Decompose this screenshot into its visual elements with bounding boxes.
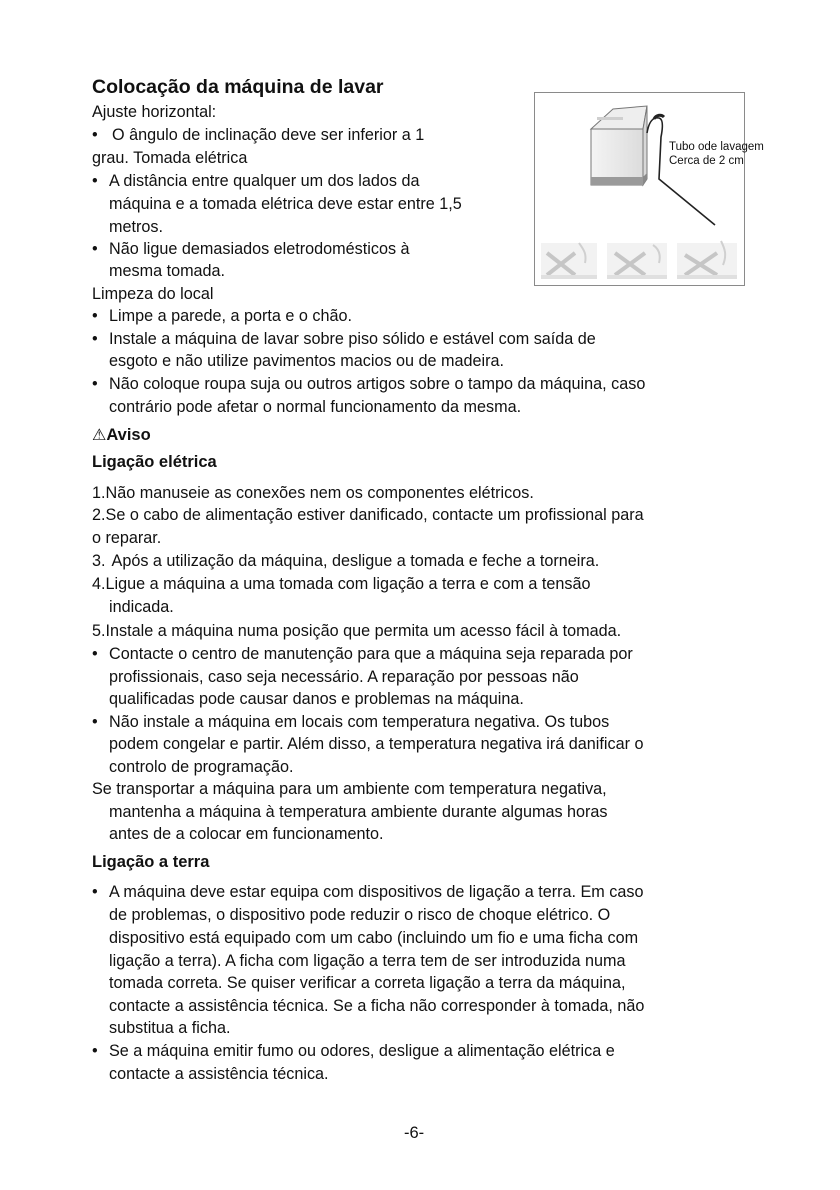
horizontal-heading: Ajuste horizontal:: [92, 103, 217, 121]
bullet-glyph: •: [92, 375, 98, 393]
list-item-text: tomada correta. Se quiser verificar a correta ligação a terra da máquina,: [109, 974, 626, 992]
list-item: [92, 550, 599, 573]
list-item-text: Se o cabo de alimentação estiver danificado, contacte um profissional para: [105, 506, 644, 524]
list-item-text: Contacte o centro de manutenção para que a máquina seja reparada por: [109, 645, 633, 663]
item-number: 3.: [92, 552, 106, 570]
list-item-text: contrário pode afetar o normal funcionamento da mesma.: [109, 398, 522, 416]
list-item-text: mesma tomada.: [109, 262, 226, 280]
incorrect-installation-examples: [541, 241, 737, 279]
figure-label-hose: Tubo ode lavagem: [669, 141, 764, 153]
list-item: [92, 482, 534, 505]
page-number: -6-: [404, 1124, 425, 1142]
list-item-text: Após a utilização da máquina, desligue a tomada e feche a torneira.: [111, 552, 600, 570]
list-item-text: Instale a máquina de lavar sobre piso sólido e estável com saída de: [109, 330, 596, 348]
electrical-heading: Ligação elétrica: [92, 453, 217, 471]
warning-icon: ⚠: [92, 427, 107, 444]
bullet-glyph: •: [92, 172, 98, 190]
list-item: [92, 504, 644, 527]
paragraph-line: Se transportar a máquina para um ambiente com temperatura negativa,: [92, 780, 607, 798]
cleaning-heading: Limpeza do local: [92, 285, 214, 303]
bullet-glyph: •: [92, 883, 98, 901]
paragraph-line: mantenha a máquina à temperatura ambiente durante algumas horas: [109, 803, 608, 821]
bullet-glyph: •: [92, 126, 98, 144]
paragraph-line: antes de a colocar em funcionamento.: [109, 825, 384, 843]
list-item-text: Não manuseie as conexões nem os componentes elétricos.: [105, 484, 534, 502]
list-item-text: substitua a ficha.: [109, 1019, 231, 1037]
bullet-glyph: •: [92, 1042, 98, 1060]
warning-label: Aviso: [106, 426, 151, 444]
list-item-text: grau. Tomada elétrica: [92, 149, 248, 167]
list-item-text: Se a máquina emitir fumo ou odores, desligue a alimentação elétrica e: [109, 1042, 615, 1060]
bullet-glyph: •: [92, 307, 98, 325]
installation-figure: [534, 92, 764, 286]
bullet-glyph: •: [92, 240, 98, 258]
washing-machine-illustration: [535, 93, 744, 285]
ground-heading: Ligação a terra: [92, 853, 210, 871]
list-item-text: máquina e a tomada elétrica deve estar entre 1,5: [109, 195, 462, 213]
list-item-text: contacte a assistência técnica.: [109, 1065, 329, 1083]
list-item-text: Ligue a máquina a uma tomada com ligação a terra e com a tensão: [105, 575, 591, 593]
bullet-glyph: •: [92, 645, 98, 663]
list-item-text: dispositivo está equipado com um cabo (incluindo um fio e uma ficha com: [109, 929, 639, 947]
figure-label-distance: Cerca de 2 cm: [669, 155, 744, 167]
list-item-text: Instale a máquina numa posição que permita um acesso fácil à tomada.: [105, 622, 622, 640]
list-item-text: profissionais, caso seja necessário. A reparação por pessoas não: [109, 668, 579, 686]
bullet-glyph: •: [92, 713, 98, 731]
list-item-text: podem congelar e partir. Além disso, a temperatura negativa irá danificar o: [109, 735, 644, 753]
item-number: 2.: [92, 506, 106, 524]
list-item-text: contacte a assistência técnica. Se a ficha não corresponder à tomada, não: [109, 997, 645, 1015]
page-title: Colocação da máquina de lavar: [92, 76, 384, 98]
list-item-text: O ângulo de inclinação deve ser inferior a 1: [112, 126, 425, 144]
list-item-text: A máquina deve estar equipa com dispositivos de ligação a terra. Em caso: [109, 883, 644, 901]
bullet-glyph: •: [92, 330, 98, 348]
list-item-text: ligação a terra). A ficha com ligação a terra tem de ser introduzida numa: [109, 952, 626, 970]
list-item-text: controlo de programação.: [109, 758, 294, 776]
item-number: 5.: [92, 622, 106, 640]
list-item-text: qualificadas pode causar danos e problemas na máquina.: [109, 690, 524, 708]
list-item: [92, 573, 591, 596]
list-item-text: A distância entre qualquer um dos lados da: [109, 172, 420, 190]
list-item-text: metros.: [109, 218, 163, 236]
list-item-text: de problemas, o dispositivo pode reduzir o risco de choque elétrico. O: [109, 906, 611, 924]
item-number: 1.: [92, 484, 106, 502]
warning-heading: [92, 425, 151, 445]
item-number: 4.: [92, 575, 106, 593]
list-item-text: o reparar.: [92, 529, 162, 547]
list-item-text: Não ligue demasiados eletrodomésticos à: [109, 240, 410, 258]
list-item-text: Não coloque roupa suja ou outros artigos sobre o tampo da máquina, caso: [109, 375, 646, 393]
list-item-text: indicada.: [109, 598, 174, 616]
list-item: [92, 620, 621, 643]
list-item-text: esgoto e não utilize pavimentos macios ou de madeira.: [109, 352, 505, 370]
list-item-text: Não instale a máquina em locais com temperatura negativa. Os tubos: [109, 713, 610, 731]
list-item-text: Limpe a parede, a porta e o chão.: [109, 307, 352, 325]
